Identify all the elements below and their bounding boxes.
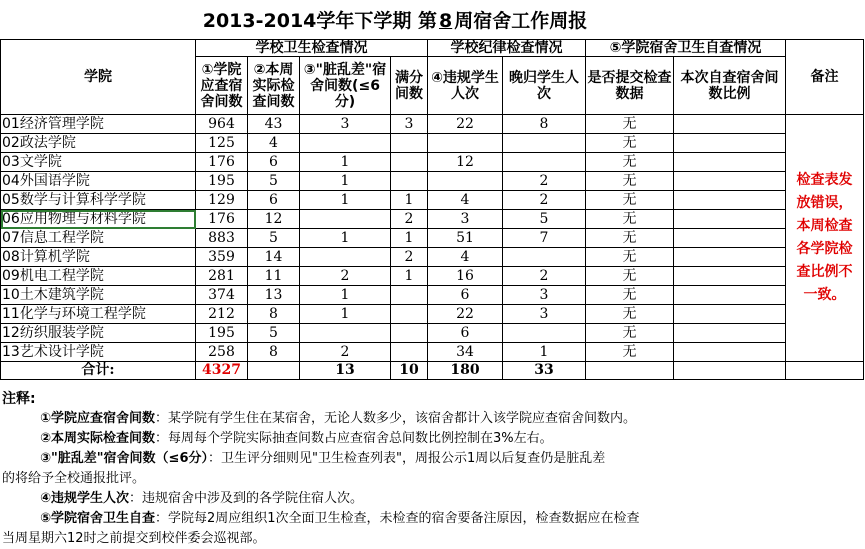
cell-should[interactable]: 195 (196, 172, 248, 191)
college-name-cell[interactable]: 06应用物理与材料学院 (1, 210, 196, 229)
college-name-cell[interactable]: 01经济管理学院 (1, 115, 196, 134)
note-5-label: ⑤学院宿舍卫生自查 (40, 511, 156, 526)
note-1-text: ：某学院有学生住在某宿舍，无论人数多少，该宿舍都计入该学院应查宿舍间数内。 (155, 411, 637, 426)
cell-submitted[interactable]: 无 (586, 191, 674, 210)
cell-ratio[interactable] (674, 343, 786, 362)
college-name-cell[interactable]: 07信息工程学院 (1, 229, 196, 248)
notes-section (2, 389, 862, 549)
cell-late[interactable]: 2 (503, 267, 586, 286)
cell-should[interactable]: 258 (196, 343, 248, 362)
cell-dirty[interactable]: 1 (300, 305, 391, 324)
cell-ratio[interactable] (674, 153, 786, 172)
table-row (1, 305, 864, 324)
cell-submitted[interactable]: 无 (586, 343, 674, 362)
cell-submitted[interactable]: 无 (586, 229, 674, 248)
cell-full[interactable] (391, 324, 428, 343)
cell-actual[interactable]: 6 (248, 153, 300, 172)
table-row (1, 210, 864, 229)
cell-submitted[interactable]: 无 (586, 286, 674, 305)
header-group-self-check[interactable]: ⑤学院宿舍卫生自查情况 (586, 40, 786, 57)
cell-late[interactable] (503, 248, 586, 267)
cell-dirty[interactable]: 1 (300, 286, 391, 305)
cell-violations[interactable]: 34 (428, 343, 503, 362)
week-number[interactable]: 8 (439, 10, 453, 32)
cell-late[interactable] (503, 324, 586, 343)
cell-late[interactable]: 7 (503, 229, 586, 248)
cell-actual[interactable]: 12 (248, 210, 300, 229)
cell-ratio[interactable] (674, 134, 786, 153)
table-row (1, 286, 864, 305)
note-4-text: ：违规宿舍中涉及到的各学院住宿人次。 (129, 491, 364, 506)
table-row (1, 267, 864, 286)
cell-actual[interactable]: 13 (248, 286, 300, 305)
cell-should[interactable]: 176 (196, 210, 248, 229)
note-5 (2, 509, 862, 529)
cell-should[interactable]: 176 (196, 153, 248, 172)
cell-dirty[interactable]: 2 (300, 343, 391, 362)
table-row (1, 134, 864, 153)
cell-violations[interactable]: 22 (428, 115, 503, 134)
header-late-return[interactable]: 晚归学生人次 (503, 57, 586, 115)
table-row (1, 115, 864, 134)
cell-full[interactable]: 1 (391, 191, 428, 210)
header-dirty-rooms[interactable]: ③"脏乱差"宿舍间数(≤6分) (300, 57, 391, 115)
totals-submitted[interactable] (586, 362, 674, 380)
cell-should[interactable]: 281 (196, 267, 248, 286)
cell-violations[interactable] (428, 172, 503, 191)
cell-submitted[interactable]: 无 (586, 134, 674, 153)
note-2 (2, 429, 862, 449)
title-prefix: 2013-2014学年下学期 第 (202, 10, 437, 32)
cell-violations[interactable]: 22 (428, 305, 503, 324)
cell-late[interactable]: 5 (503, 210, 586, 229)
cell-actual[interactable]: 4 (248, 134, 300, 153)
cell-submitted[interactable]: 无 (586, 210, 674, 229)
table-row (1, 229, 864, 248)
title-suffix: 周宿舍工作周报 (454, 10, 588, 32)
note-3-label: ③"脏乱差"宿舍间数（≤6分） (40, 451, 208, 466)
cell-violations[interactable]: 16 (428, 267, 503, 286)
cell-submitted[interactable]: 无 (586, 267, 674, 286)
college-name-cell[interactable]: 05数学与计算科学学院 (1, 191, 196, 210)
totals-late[interactable]: 33 (503, 362, 586, 380)
note-3-continued: 的将给予全校通报批评。 (2, 471, 146, 486)
cell-dirty[interactable] (300, 134, 391, 153)
header-self-check-ratio[interactable]: 本次自查宿舍间数比例 (674, 57, 786, 115)
cell-dirty[interactable]: 2 (300, 267, 391, 286)
cell-violations[interactable] (428, 134, 503, 153)
table-row (1, 191, 864, 210)
header-data-submitted[interactable]: 是否提交检查数据 (586, 57, 674, 115)
cell-full[interactable] (391, 172, 428, 191)
cell-should[interactable]: 964 (196, 115, 248, 134)
cell-violations[interactable]: 6 (428, 286, 503, 305)
college-name-cell[interactable]: 12纺织服装学院 (1, 324, 196, 343)
college-name-cell[interactable]: 02政法学院 (1, 134, 196, 153)
cell-dirty[interactable]: 3 (300, 115, 391, 134)
header-should-check[interactable]: ①学院应查宿舍间数 (196, 57, 248, 115)
cell-violations[interactable]: 12 (428, 153, 503, 172)
cell-dirty[interactable]: 1 (300, 191, 391, 210)
totals-should[interactable]: 4327 (196, 362, 248, 380)
cell-violations[interactable]: 51 (428, 229, 503, 248)
cell-ratio[interactable] (674, 305, 786, 324)
cell-late[interactable]: 1 (503, 343, 586, 362)
totals-actual[interactable] (248, 362, 300, 380)
totals-full[interactable]: 10 (391, 362, 428, 380)
cell-ratio[interactable] (674, 229, 786, 248)
note-1-label: ①学院应查宿舍间数 (40, 411, 156, 426)
cell-dirty[interactable] (300, 210, 391, 229)
cell-submitted[interactable]: 无 (586, 305, 674, 324)
cell-submitted[interactable]: 无 (586, 248, 674, 267)
note-4 (2, 489, 862, 509)
table-row (1, 172, 864, 191)
college-name-cell[interactable]: 04外国语学院 (1, 172, 196, 191)
note-3 (2, 449, 862, 469)
header-college[interactable]: 学院 (1, 40, 196, 115)
cell-dirty[interactable] (300, 324, 391, 343)
totals-row (1, 362, 864, 380)
college-name-cell[interactable]: 13艺术设计学院 (1, 343, 196, 362)
cell-actual[interactable]: 11 (248, 267, 300, 286)
cell-full[interactable] (391, 286, 428, 305)
cell-should[interactable]: 212 (196, 305, 248, 324)
note-5-continued: 当周星期六12时之前提交到校伴委会巡视部。 (2, 531, 266, 546)
cell-should[interactable]: 374 (196, 286, 248, 305)
cell-ratio[interactable] (674, 172, 786, 191)
cell-violations[interactable]: 4 (428, 248, 503, 267)
cell-full[interactable] (391, 153, 428, 172)
remark-note[interactable]: 检查表发放错误，本周检查各学院检查比例不一致。 (786, 115, 864, 362)
totals-remark[interactable] (786, 362, 864, 380)
totals-ratio[interactable] (674, 362, 786, 380)
cell-ratio[interactable] (674, 210, 786, 229)
note-2-text: ：每周每个学院实际抽查间数占应查宿舍总间数比例控制在3%左右。 (155, 431, 553, 446)
table-row (1, 153, 864, 172)
cell-ratio[interactable] (674, 115, 786, 134)
cell-full[interactable] (391, 134, 428, 153)
cell-late[interactable]: 2 (503, 191, 586, 210)
cell-should[interactable]: 125 (196, 134, 248, 153)
cell-should[interactable]: 883 (196, 229, 248, 248)
header-group-hygiene[interactable]: 学校卫生检查情况 (196, 40, 428, 57)
cell-full[interactable]: 1 (391, 229, 428, 248)
header-violations[interactable]: ④违规学生人次 (428, 57, 503, 115)
cell-violations[interactable]: 3 (428, 210, 503, 229)
cell-should[interactable]: 129 (196, 191, 248, 210)
totals-label[interactable]: 合计: (1, 362, 196, 380)
cell-full[interactable]: 2 (391, 248, 428, 267)
cell-submitted[interactable]: 无 (586, 153, 674, 172)
cell-late[interactable]: 3 (503, 305, 586, 324)
report-table (0, 39, 864, 380)
cell-full[interactable] (391, 343, 428, 362)
cell-late[interactable]: 2 (503, 172, 586, 191)
table-row (1, 248, 864, 267)
cell-full[interactable]: 2 (391, 210, 428, 229)
header-actual-check[interactable]: ②本周实际检查间数 (248, 57, 300, 115)
cell-late[interactable] (503, 134, 586, 153)
table-row (1, 324, 864, 343)
header-full-score[interactable]: 满分间数 (391, 57, 428, 115)
table-row (1, 343, 864, 362)
note-2-label: ②本周实际检查间数 (40, 431, 156, 446)
college-rows (1, 115, 864, 362)
cell-ratio[interactable] (674, 191, 786, 210)
cell-dirty[interactable]: 1 (300, 172, 391, 191)
header-group-discipline[interactable]: 学校纪律检查情况 (428, 40, 586, 57)
header-remark[interactable]: 备注 (786, 40, 864, 115)
cell-submitted[interactable]: 无 (586, 115, 674, 134)
totals-dirty[interactable]: 13 (300, 362, 391, 380)
cell-violations[interactable]: 4 (428, 191, 503, 210)
cell-should[interactable]: 195 (196, 324, 248, 343)
cell-actual[interactable]: 8 (248, 343, 300, 362)
cell-submitted[interactable]: 无 (586, 172, 674, 191)
note-3-text: ：卫生评分细则见"卫生检查列表"，周报公示1周以后复查仍是脏乱差 (208, 451, 606, 466)
cell-should[interactable]: 359 (196, 248, 248, 267)
note-1 (2, 409, 862, 429)
cell-full[interactable]: 1 (391, 267, 428, 286)
college-name-cell[interactable]: 09机电工程学院 (1, 267, 196, 286)
college-name-cell[interactable]: 08计算机学院 (1, 248, 196, 267)
college-name-cell[interactable]: 03文学院 (1, 153, 196, 172)
cell-submitted[interactable]: 无 (586, 324, 674, 343)
cell-dirty[interactable] (300, 248, 391, 267)
cell-dirty[interactable]: 1 (300, 153, 391, 172)
cell-actual[interactable]: 8 (248, 305, 300, 324)
cell-ratio[interactable] (674, 324, 786, 343)
notes-heading: 注释: (2, 391, 36, 407)
cell-late[interactable]: 3 (503, 286, 586, 305)
cell-violations[interactable]: 6 (428, 324, 503, 343)
cell-late[interactable] (503, 153, 586, 172)
cell-full[interactable] (391, 305, 428, 324)
cell-dirty[interactable]: 1 (300, 229, 391, 248)
cell-full[interactable]: 3 (391, 115, 428, 134)
cell-actual[interactable]: 43 (248, 115, 300, 134)
cell-actual[interactable]: 5 (248, 172, 300, 191)
cell-actual[interactable]: 6 (248, 191, 300, 210)
note-4-label: ④违规学生人次 (40, 491, 130, 506)
report-title (0, 6, 790, 36)
note-5-text: ：学院每2周应组织1次全面卫生检查，未检查的宿舍要备注原因，检查数据应在检查 (155, 511, 640, 526)
cell-actual[interactable]: 5 (248, 229, 300, 248)
cell-late[interactable]: 8 (503, 115, 586, 134)
cell-actual[interactable]: 5 (248, 324, 300, 343)
cell-actual[interactable]: 14 (248, 248, 300, 267)
college-name-cell[interactable]: 11化学与环境工程学院 (1, 305, 196, 324)
cell-ratio[interactable] (674, 267, 786, 286)
cell-ratio[interactable] (674, 248, 786, 267)
cell-ratio[interactable] (674, 286, 786, 305)
college-name-cell[interactable]: 10土木建筑学院 (1, 286, 196, 305)
totals-violations[interactable]: 180 (428, 362, 503, 380)
